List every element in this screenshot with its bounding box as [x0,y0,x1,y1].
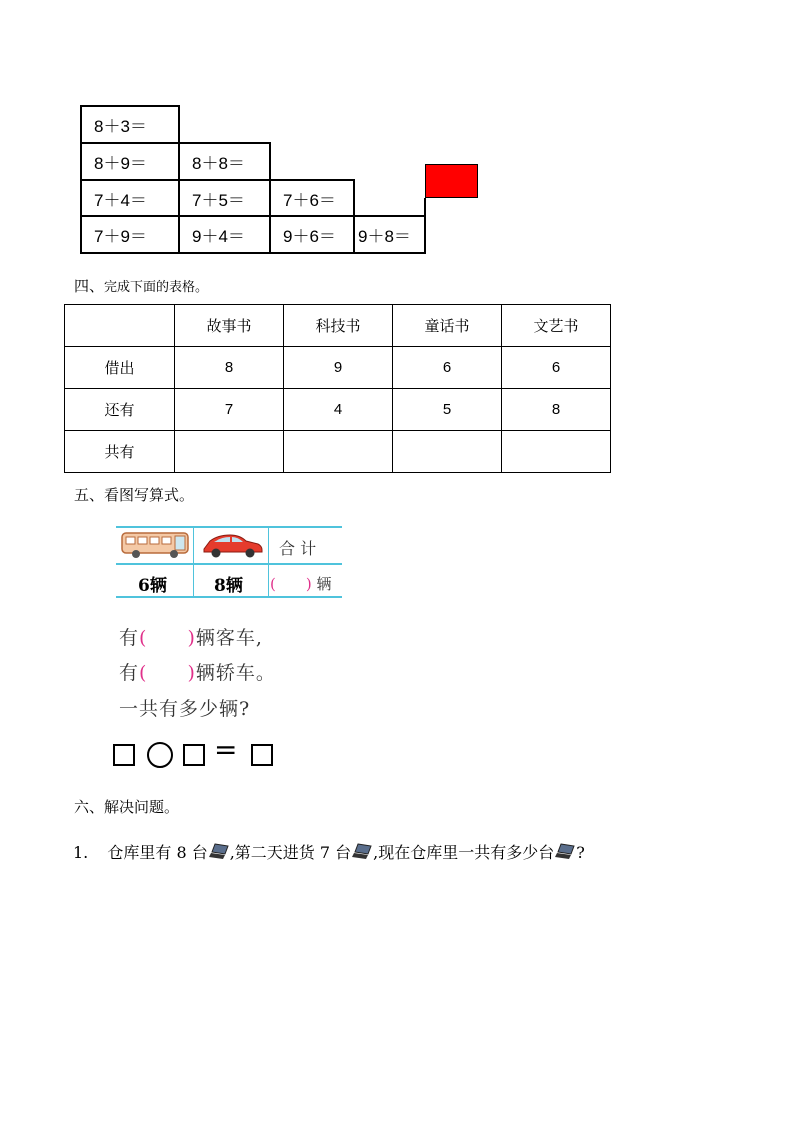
problem-number: 1. [73,843,89,862]
row-label: 借出 [65,347,175,389]
paren-close: ) [187,627,196,649]
answer-box [251,744,273,766]
table-row [65,431,611,473]
section-4-number: 四、 [74,277,105,295]
table-header-cell: 文艺书 [502,305,611,347]
equation-cell: 8＋3＝ [80,105,180,144]
table-cell: 5 [393,389,502,431]
question-text: 辆客车, [195,627,263,649]
table-header-cell: 童话书 [393,305,502,347]
equation-cell: 8＋9＝ [80,142,180,181]
table-row [65,347,611,389]
table-border [116,526,342,528]
section-4-title [74,275,208,296]
equation-cell: 9＋6＝ [269,215,355,254]
total-unit: 辆 [316,575,332,593]
table-border [193,526,194,598]
section-5-title: 五、看图写算式。 [74,486,195,504]
operator-circle [147,742,173,768]
car-count: 8辆 [214,576,243,596]
vehicle-table [116,526,342,598]
question-line-3: 一共有多少辆? [119,698,251,720]
question-line-1 [119,623,263,650]
paren-open: ( [270,575,276,593]
table-header-cell [65,305,175,347]
answer-cell [393,431,502,473]
paren-open: ( [139,662,148,684]
table-header-cell: 故事书 [175,305,284,347]
problem-text: ,第二天进货 7 台 [229,843,352,862]
flag-pole [424,198,426,254]
table-cell: 7 [175,389,284,431]
equation-cell: 7＋6＝ [269,179,355,217]
row-label: 还有 [65,389,175,431]
equation-cell: 9＋8＝ [353,215,426,254]
equation-cell: 7＋4＝ [80,179,180,217]
answer-cell [502,431,611,473]
question-line-2 [119,658,276,685]
section-4-subtitle: 完成下面的表格。 [104,280,209,295]
table-cell: 6 [502,347,611,389]
equation-cell: 8＋8＝ [178,142,271,181]
table-cell: 4 [284,389,393,431]
table-cell: 9 [284,347,393,389]
table-cell: 6 [393,347,502,389]
laptop-icon [209,843,229,861]
problem-text: ? [576,843,585,862]
question-text: 辆轿车。 [195,662,276,684]
bus-count: 6辆 [138,576,167,596]
table-header-cell: 科技书 [284,305,393,347]
answer-box [113,744,135,766]
paren-close: ) [187,662,196,684]
question-text: 有 [119,627,140,649]
section-6-title: 六、解决问题。 [74,798,180,816]
answer-cell [284,431,393,473]
laptop-icon [352,843,372,861]
total-header: 合 计 [279,539,317,558]
table-header-row [65,305,611,347]
problem-text: ,现在仓库里一共有多少台 [373,843,555,862]
bus-icon [120,530,190,560]
paren-open: ( [139,627,148,649]
car-icon [200,531,264,559]
answer-cell [175,431,284,473]
equation-cell: 7＋9＝ [80,215,180,254]
total-answer [270,573,332,594]
table-row [65,389,611,431]
red-flag [425,164,478,198]
equation-cell: 7＋5＝ [178,179,271,217]
laptop-icon [555,843,575,861]
problem-text: 仓库里有 8 台 [107,843,208,862]
books-table [64,304,611,473]
question-text: 有 [119,662,140,684]
table-border [116,596,342,598]
table-cell: 8 [175,347,284,389]
table-border [268,526,269,598]
word-problem [73,840,585,863]
row-label: 共有 [65,431,175,473]
answer-box [183,744,205,766]
table-cell: 8 [502,389,611,431]
table-border [116,563,342,565]
paren-close: ) [305,575,312,593]
equation-cell: 9＋4＝ [178,215,271,254]
equals-sign: = [214,733,238,766]
